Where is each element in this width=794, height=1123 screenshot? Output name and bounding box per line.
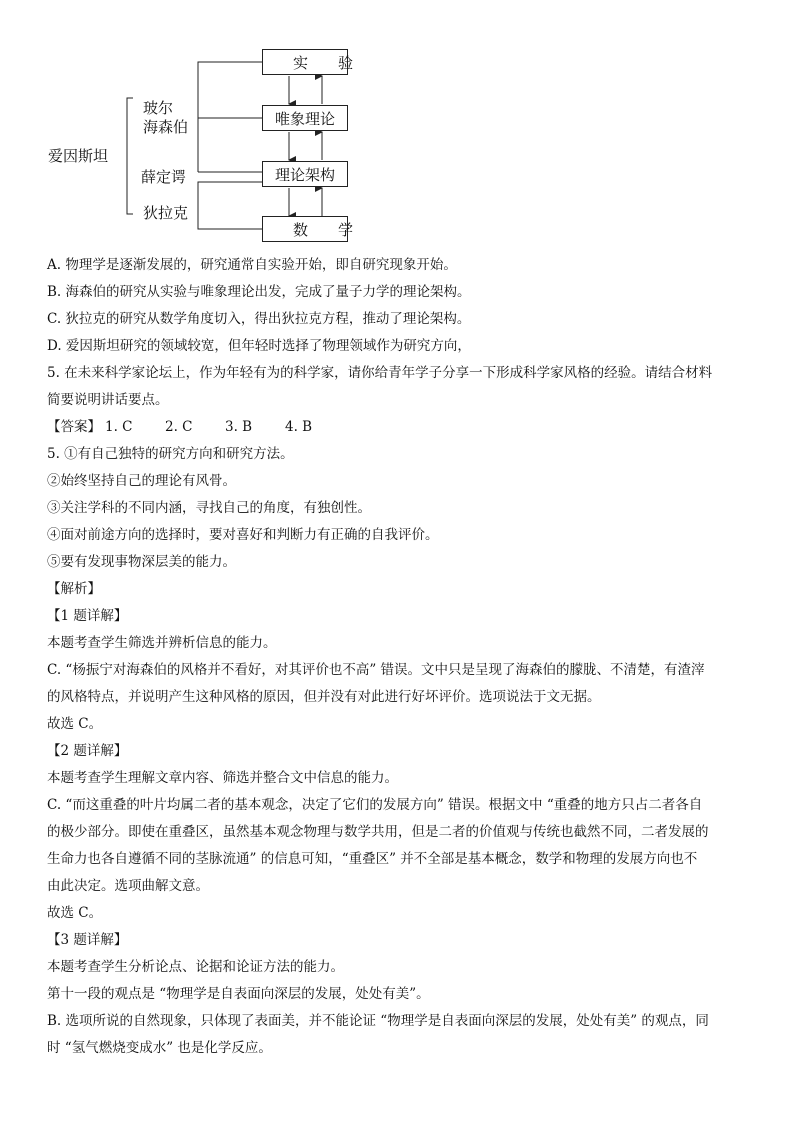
- option-c: C. 狄拉克的研究从数学角度切入，得出狄拉克方程，推动了理论架构。: [47, 311, 471, 327]
- question-5-line-2: 简要说明讲话要点。: [47, 392, 169, 408]
- answer-row: [47, 414, 747, 441]
- q1-choice: 故选 C。: [47, 716, 103, 732]
- phenomenon-theory-box: 唯象理论: [262, 105, 348, 131]
- diagram-connectors: [0, 0, 794, 260]
- q2-text-2: C. “而这重叠的叶片均属二者的基本观念，决定了它们的发展方向” 错误。根据文中 “重叠的地方只占二者各自: [47, 797, 703, 813]
- analysis-heading: 【解析】: [47, 581, 101, 597]
- question-5-line-1: 5. 在未来科学家论坛上，作为年轻有为的科学家，请你给青年学子分享一下形成科学家风格的经验。请结合材料: [47, 365, 713, 381]
- q2-text-4: 生命力也各自遵循不同的茎脉流通” 的信息可知，“重叠区” 并不全部是基本概念，数学和物理的发展方向也不: [47, 851, 698, 867]
- q2-choice: 故选 C。: [47, 905, 103, 921]
- q1-text-3: 的风格特点，并说明产生这种风格的原因，但并没有对此进行好坏评价。选项说法于文无据。: [47, 689, 601, 705]
- q3-text-3: B. 选项所说的自然现象，只体现了表面美，并不能论证 “物理学是自表面向深层的发展，处处有美” 的观点，同: [47, 1013, 709, 1029]
- bohr-label: 玻尔: [143, 99, 174, 117]
- answer-4: 4. B: [285, 419, 313, 435]
- heisenberg-label: 海森伯: [143, 118, 189, 136]
- answer-3: 3. B: [225, 419, 253, 435]
- q3-text-1: 本题考查学生分析论点、论据和论证方法的能力。: [47, 959, 344, 975]
- experiment-box: 实验: [262, 49, 348, 75]
- q2-heading: 【2 题详解】: [47, 743, 128, 759]
- theory-framework-box: 理论架构: [262, 161, 348, 187]
- q3-heading: 【3 题详解】: [47, 932, 128, 948]
- answer-5-point-2: ②始终坚持自己的理论有风骨。: [47, 473, 236, 489]
- option-d: D. 爱因斯坦研究的领域较宽，但年轻时选择了物理领域作为研究方向，: [47, 338, 471, 354]
- q1-text-2: C. “杨振宁对海森伯的风格并不看好，对其评价也不高” 错误。文中只是呈现了海森伯的朦胧、不清楚，有渣滓: [47, 662, 705, 678]
- answer-5-point-5: ⑤要有发现事物深层美的能力。: [47, 554, 236, 570]
- answer-label: 【答案】: [47, 419, 101, 435]
- einstein-label: 爱因斯坦: [48, 147, 109, 165]
- schrodinger-label: 薛定谔: [141, 168, 187, 186]
- answer-5-point-3: ③关注学科的不同内涵，寻找自己的角度，有独创性。: [47, 500, 371, 516]
- q3-text-4: 时 “氢气燃烧变成水” 也是化学反应。: [47, 1040, 272, 1056]
- physics-research-diagram: [0, 0, 794, 260]
- option-a: A. 物理学是逐渐发展的，研究通常自实验开始，即自研究现象开始。: [47, 257, 457, 273]
- q2-text-3: 的极少部分。即使在重叠区，虽然基本观念物理与数学共用，但是二者的价值观与传统也截然不同，二者发展的: [47, 824, 709, 840]
- q3-text-2: 第十一段的观点是 “物理学是自表面向深层的发展，处处有美”。: [47, 986, 430, 1002]
- answer-2: 2. C: [165, 419, 193, 435]
- q2-text-1: 本题考查学生理解文章内容、筛选并整合文中信息的能力。: [47, 770, 398, 786]
- dirac-label: 狄拉克: [143, 204, 189, 222]
- q1-heading: 【1 题详解】: [47, 608, 128, 624]
- option-b: B. 海森伯的研究从实验与唯象理论出发，完成了量子力学的理论架构。: [47, 284, 471, 300]
- math-box: 数学: [262, 216, 348, 242]
- q1-text-1: 本题考查学生筛选并辨析信息的能力。: [47, 635, 277, 651]
- q2-text-5: 由此决定。选项曲解文意。: [47, 878, 209, 894]
- answer-1: 1. C: [105, 419, 133, 435]
- answer-5-point-1: 5. ①有自己独特的研究方向和研究方法。: [47, 446, 294, 462]
- answer-5-point-4: ④面对前途方向的选择时，要对喜好和判断力有正确的自我评价。: [47, 527, 439, 543]
- document-body: [47, 252, 747, 1062]
